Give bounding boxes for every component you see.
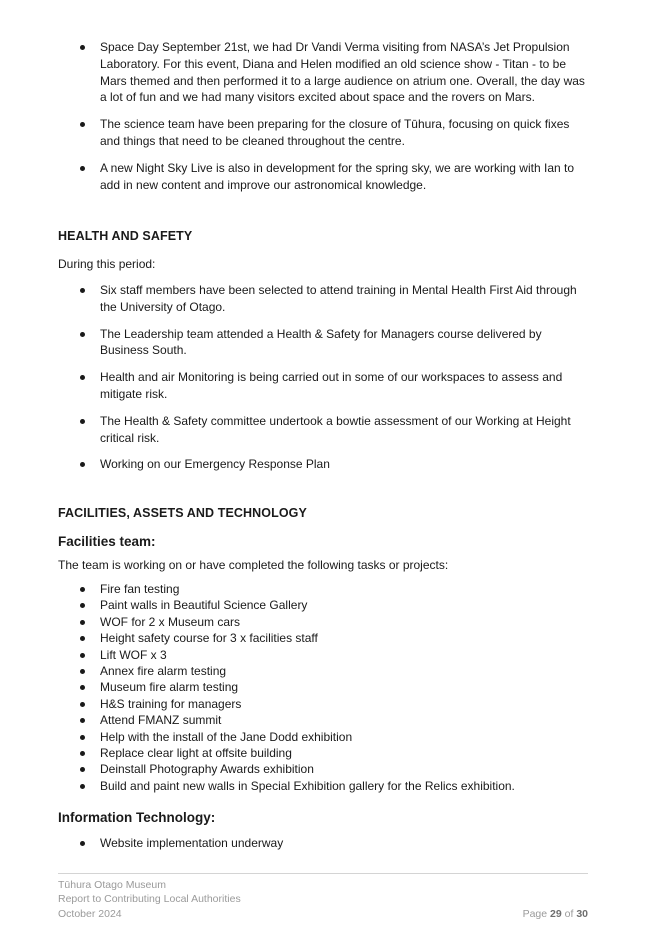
list-item: The Health & Safety committee undertook a bowtie assessment of our Working at Height critical risk.	[58, 413, 585, 447]
list-item: The science team have been preparing for the closure of Tūhura, focusing on quick fixes and things that need to be cleaned throughout the centre.	[58, 116, 585, 150]
list-item: Attend FMANZ summit	[58, 712, 585, 728]
list-item: Space Day September 21st, we had Dr Vandi Verma visiting from NASA’s Jet Propulsion Laboratory. For this event, Diana and Helen modified an old science show - Titan - to be Mars themed and then performed it to a large audience on atrium one. Overall, the day was a lot of fun and we had many visitors excited about space and the rovers on Mars.	[58, 39, 585, 106]
list-item: Working on our Emergency Response Plan	[58, 456, 585, 473]
list-item: Fire fan testing	[58, 581, 585, 597]
health-safety-bullet-list	[0, 282, 645, 473]
list-item: The Leadership team attended a Health & Safety for Managers course delivered by Business South.	[58, 326, 585, 360]
section-heading-facilities: FACILITIES, ASSETS AND TECHNOLOGY	[58, 506, 307, 520]
science-bullet-list	[0, 39, 645, 193]
list-item: Replace clear light at offsite building	[58, 745, 585, 761]
footer-org: Tūhura Otago Museum	[58, 879, 166, 891]
list-item: Health and air Monitoring is being carried out in some of our workspaces to assess and mitigate risk.	[58, 369, 585, 403]
health-safety-intro: During this period:	[58, 257, 156, 271]
list-item: Annex fire alarm testing	[58, 663, 585, 679]
list-item: A new Night Sky Live is also in development for the spring sky, we are working with Ian to add in new content and improve our astronomical knowledge.	[58, 160, 585, 194]
page-label: Page	[522, 908, 548, 920]
it-bullet-list	[0, 835, 645, 852]
page-of-label: of	[564, 908, 574, 920]
facilities-team-heading: Facilities team:	[58, 534, 156, 549]
page-footer	[58, 873, 588, 921]
page-total: 30	[576, 908, 588, 920]
footer-date: October 2024	[58, 907, 122, 920]
page-number	[523, 907, 588, 921]
list-item: Museum fire alarm testing	[58, 679, 585, 695]
list-item: Paint walls in Beautiful Science Gallery	[58, 597, 585, 613]
list-item: Website implementation underway	[58, 835, 585, 852]
list-item: Build and paint new walls in Special Exhibition gallery for the Relics exhibition.	[58, 778, 585, 794]
facilities-intro: The team is working on or have completed the following tasks or projects:	[58, 558, 449, 572]
page-current: 29	[550, 908, 562, 920]
information-technology-heading: Information Technology:	[58, 810, 216, 825]
facilities-bullet-list	[0, 581, 645, 794]
list-item: Help with the install of the Jane Dodd exhibition	[58, 729, 585, 745]
footer-report: Report to Contributing Local Authorities	[58, 893, 241, 906]
list-item: Lift WOF x 3	[58, 647, 585, 663]
section-heading-health-safety: HEALTH AND SAFETY	[58, 229, 193, 243]
list-item: Deinstall Photography Awards exhibition	[58, 761, 585, 777]
list-item: H&S training for managers	[58, 696, 585, 712]
list-item: WOF for 2 x Museum cars	[58, 614, 585, 630]
list-item: Height safety course for 3 x facilities staff	[58, 630, 585, 646]
list-item: Six staff members have been selected to attend training in Mental Health First Aid through the University of Otago.	[58, 282, 585, 316]
